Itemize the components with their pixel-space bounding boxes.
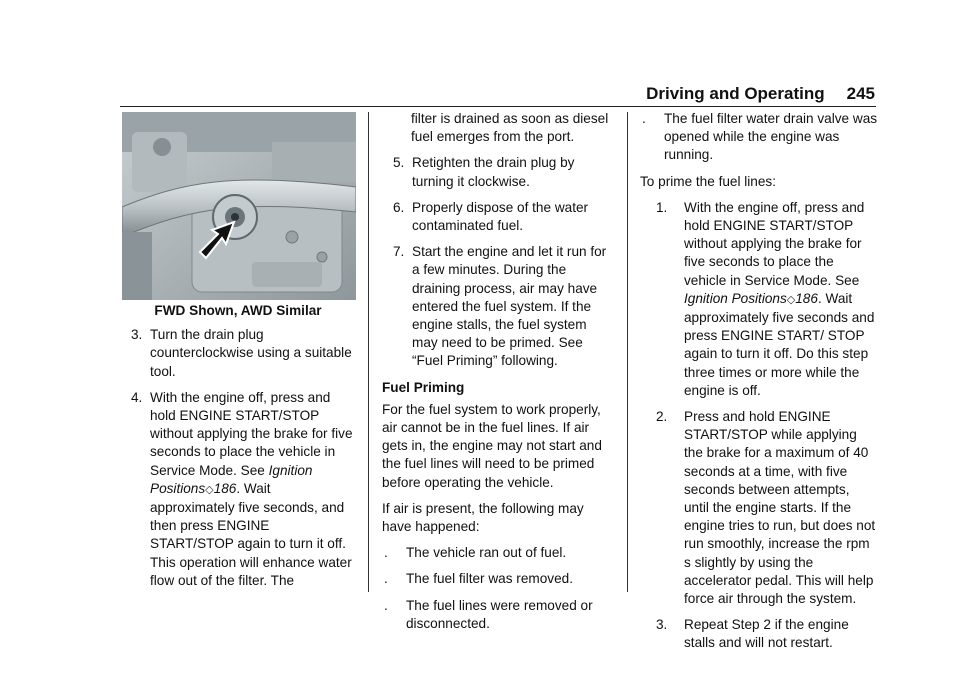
page-ref-number[interactable]: 186: [795, 290, 818, 306]
bullet-item: . The fuel filter water drain valve was opened while the engine was running.: [642, 111, 878, 163]
page-number: 245: [846, 84, 875, 103]
bullet-item: . The fuel lines were removed or disconnected.: [384, 597, 593, 631]
column-divider: [627, 112, 628, 592]
page-ref-icon: ◇: [205, 483, 214, 496]
subheading-fuel-priming: Fuel Priming: [382, 379, 465, 395]
step-7: 7. Start the engine and let it run for a few minutes. During the draining process, air may have entered the fuel system. If the engine stalls, the fuel system may need to be primed. See “Fuel Priming” following.: [393, 244, 607, 369]
column-divider: [368, 112, 369, 592]
ignition-positions-link[interactable]: Ignition Positions: [684, 290, 787, 306]
paragraph: If air is present, the following may have happened:: [382, 500, 584, 535]
page-ref-number[interactable]: 186: [213, 480, 237, 496]
bullet-item: . The vehicle ran out of fuel.: [384, 545, 567, 561]
column-3: [640, 110, 878, 661]
page-ref-icon: ◇: [786, 293, 796, 306]
step-2: 2. Press and hold ENGINE START/STOP while applying the brake for a maximum of 40 seconds at a time, with five seconds between attempts, until the engine starts. If the engine tries to run, but does not run smoothly, increase the rpm s slightly by using the accelerator pedal. This will help force air through the system.: [656, 409, 876, 607]
fuel-filter-photo: [122, 112, 356, 300]
section-title: Driving and Operating: [646, 84, 825, 103]
page-header: [620, 83, 875, 105]
column-1: [120, 110, 356, 598]
paragraph: For the fuel system to work properly, air cannot be in the fuel lines. If air gets in, the engine may not start and the fuel lines will need to be primed before operating the vehicle.: [382, 401, 602, 490]
paragraph: To prime the fuel lines:: [640, 173, 777, 189]
fuel-filter-illustration: [122, 112, 356, 300]
column-2: [382, 110, 614, 641]
step-5: 5. Retighten the drain plug by turning it clockwise.: [393, 155, 575, 189]
figure-caption: FWD Shown, AWD Similar: [154, 303, 322, 318]
ignition-positions-link[interactable]: Ignition Positions: [150, 462, 313, 496]
step-4-continued: filter is drained as soon as diesel fuel emerges from the port.: [411, 111, 609, 145]
header-rule: [120, 106, 876, 107]
step-3: 3. Turn the drain plug counterclockwise using a suitable tool.: [131, 327, 352, 379]
step-3: 3. Repeat Step 2 if the engine stalls and will not restart.: [656, 617, 849, 651]
step-4: 4. With the engine off, press and hold ENGINE START/STOP without applying the brake for five seconds to place the vehicle in Service Mode. See Ignition Positions◇186. Wait approximately five seconds, and then press ENGINE START/STOP again to turn it off. This operation will enhance water flow out of the filter. The: [131, 389, 353, 588]
step-1: 1. With the engine off, press and hold ENGINE START/STOP without applying the brake for five seconds to place the vehicle in Service Mode. See Ignition Positions◇186. Wait approximately five seconds and press ENGINE START/ STOP again to turn it off. Do this step three times or more while the engine is off.: [656, 199, 875, 398]
step-6: 6. Properly dispose of the water contaminated fuel.: [393, 199, 589, 234]
bullet-item: . The fuel filter was removed.: [384, 571, 573, 587]
